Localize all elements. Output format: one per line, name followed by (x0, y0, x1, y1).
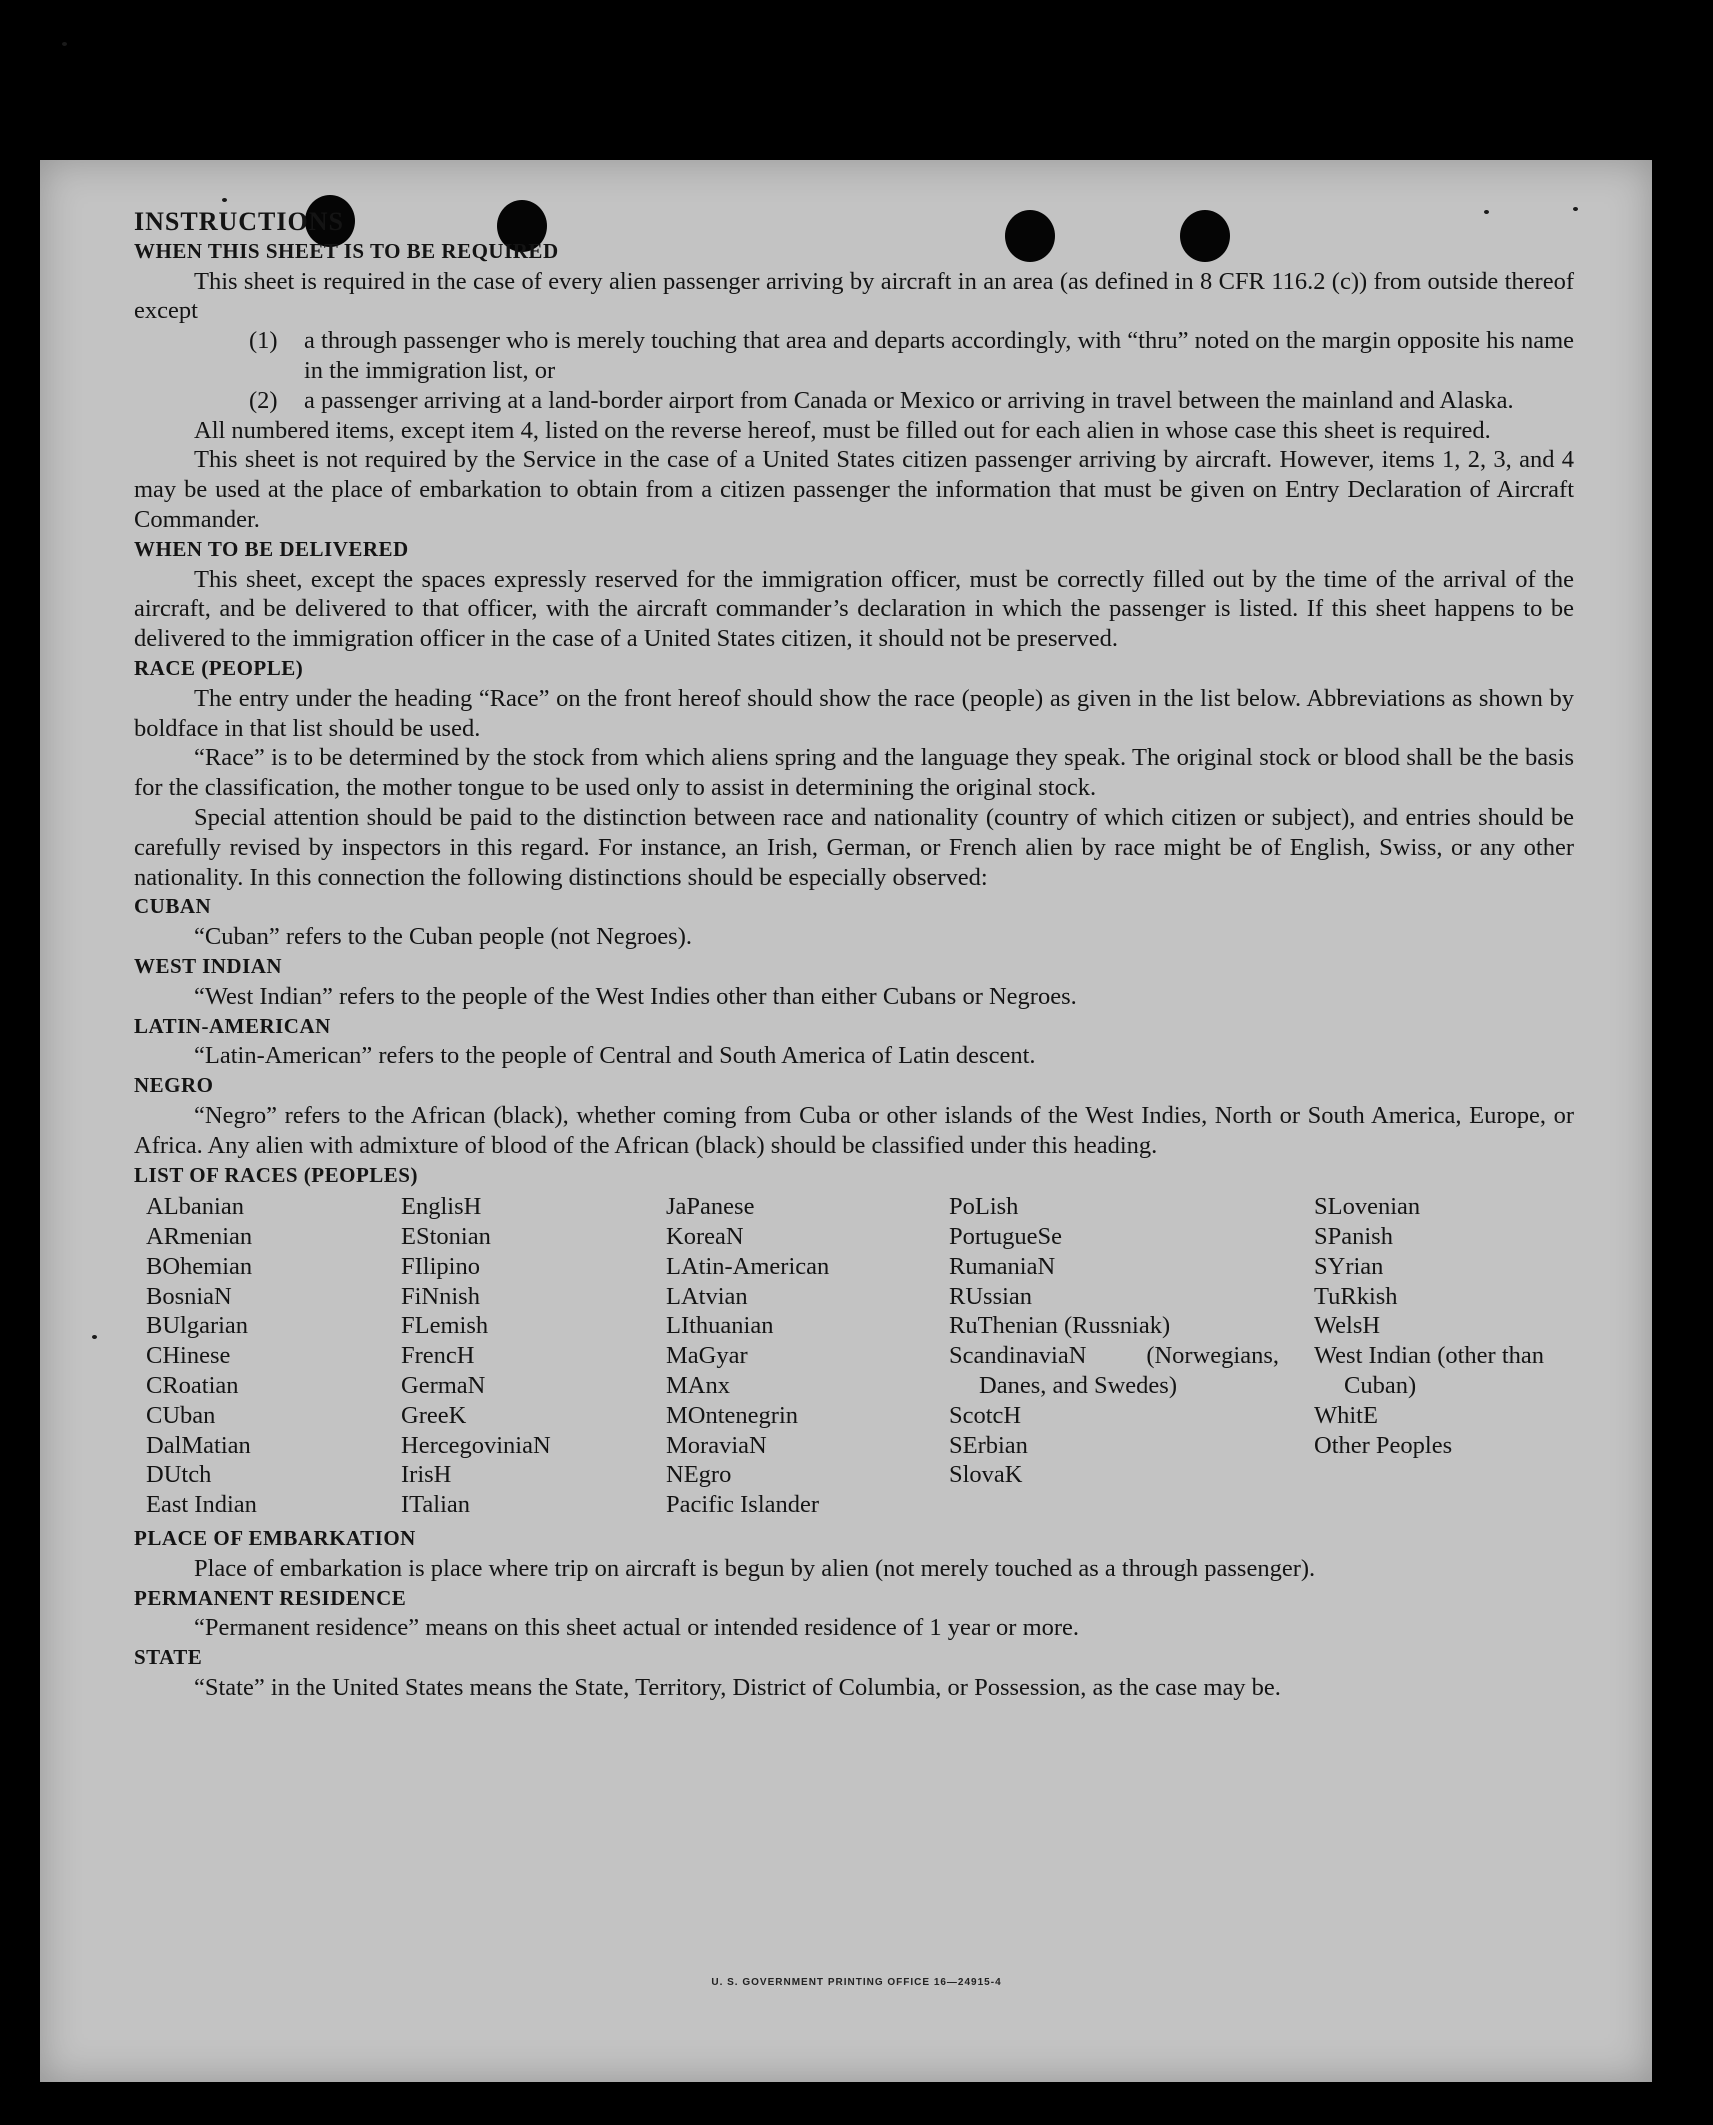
race-entry: Other Peoples (1314, 1431, 1453, 1459)
dust-speck (92, 1335, 97, 1339)
race-column (401, 1192, 666, 1520)
race-column (949, 1192, 1314, 1520)
race-entry: ARmenian (146, 1223, 253, 1251)
exception-item (249, 386, 1574, 416)
race-entry: HercegoviniaN (401, 1431, 551, 1459)
race-entry: GermaN (401, 1372, 486, 1400)
race-entry: ScandinaviaN (Norwegians, Danes, and Swedes) (949, 1342, 1279, 1400)
race-entry: SErbian (949, 1431, 1028, 1459)
race-entry: PoLish (949, 1193, 1019, 1221)
race-entry: RuThenian (Russniak) (949, 1312, 1171, 1340)
paragraph: This sheet is required in the case of every alien passenger arriving by aircraft in an area (as defined in 8 CFR 116.2 (c)) from outside thereof except (134, 267, 1574, 325)
dust-speck (222, 198, 227, 202)
race-entry: Pacific Islander (666, 1491, 820, 1519)
paragraph: “Negro” refers to the African (black), whether coming from Cuba or other islands of the West Indies, North or South America, Europe, or Africa. Any alien with admixture of blood of the African (black) should be classified under this heading. (134, 1101, 1574, 1159)
printer-imprint: U. S. GOVERNMENT PRINTING OFFICE 16—24915-4 (711, 1977, 1002, 1988)
section-heading: WHEN TO BE DELIVERED (134, 536, 409, 561)
race-list (146, 1192, 1574, 1520)
race-entry: ITalian (401, 1491, 471, 1519)
race-entry: FrencH (401, 1342, 475, 1370)
item-number: (2) (249, 386, 278, 414)
race-entry: RumaniaN (949, 1252, 1056, 1280)
race-entry: SlovaK (949, 1461, 1023, 1489)
section-heading: LIST OF RACES (PEOPLES) (134, 1162, 418, 1187)
race-entry: MoraviaN (666, 1431, 767, 1459)
section-heading: WEST INDIAN (134, 953, 283, 978)
race-entry: EStonian (401, 1223, 491, 1251)
exception-item (249, 326, 1574, 386)
section-heading: WHEN THIS SHEET IS TO BE REQUIRED (134, 238, 559, 263)
paragraph: All numbered items, except item 4, listed on the reverse hereof, must be filled out for each alien in whose case this sheet is required. (194, 416, 1491, 444)
race-entry: IrisH (401, 1461, 452, 1489)
race-entry: FIlipino (401, 1252, 480, 1280)
paragraph: This sheet is not required by the Service in the case of a United States citizen passenger arriving by aircraft. However, items 1, 2, 3, and 4 may be used at the place of embarkation to obtain from a citizen passenger the information that must be given on Entry Declaration of Aircraft Commander. (134, 446, 1574, 533)
page-title: INSTRUCTIONS (134, 207, 344, 236)
race-entry: CRoatian (146, 1372, 239, 1400)
race-entry: FLemish (401, 1312, 489, 1340)
race-entry: SPanish (1314, 1223, 1393, 1251)
paragraph: Place of embarkation is place where trip on aircraft is begun by alien (not merely touched as a through passenger). (194, 1554, 1316, 1582)
race-entry: ALbanian (146, 1193, 244, 1221)
race-entry: JaPanese (666, 1193, 755, 1221)
dust-speck (62, 42, 67, 46)
race-entry: West Indian (other than Cuban) (1314, 1342, 1545, 1400)
race-entry: FiNnish (401, 1282, 480, 1310)
race-entry: RUssian (949, 1282, 1033, 1310)
section-heading: NEGRO (134, 1073, 214, 1098)
race-entry: LIthuanian (666, 1312, 774, 1340)
race-entry: TuRkish (1314, 1282, 1398, 1310)
section-heading: PLACE OF EMBARKATION (134, 1526, 416, 1551)
race-entry: CHinese (146, 1342, 231, 1370)
race-entry: BosniaN (146, 1282, 232, 1310)
race-entry: WelsH (1314, 1312, 1381, 1340)
section-heading: STATE (134, 1645, 203, 1670)
race-entry: SLovenian (1314, 1193, 1421, 1221)
item-text: a passenger arriving at a land-border airport from Canada or Mexico or arriving in travel between the mainland and Alaska. (304, 386, 1514, 414)
race-column (1314, 1192, 1586, 1520)
race-column (146, 1192, 401, 1520)
race-entry: BUlgarian (146, 1312, 249, 1340)
race-entry: EnglisH (401, 1193, 482, 1221)
section-heading: PERMANENT RESIDENCE (134, 1585, 407, 1610)
definition: “Permanent residence” means on this sheet actual or intended residence of 1 year or more. (194, 1614, 1080, 1642)
paragraph: “Race” is to be determined by the stock from which aliens spring and the language they speak. The original stock or blood shall be the basis for the classification, the mother tongue to be used only to assist in determining the original stock. (134, 744, 1574, 802)
race-entry: GreeK (401, 1401, 467, 1429)
item-text: a through passenger who is merely touching that area and departs accordingly, with “thru” noted on the margin opposite his name in the immigration list, or (304, 327, 1574, 384)
race-entry: WhitE (1314, 1401, 1378, 1429)
paragraph: The entry under the heading “Race” on the front hereof should show the race (people) as given in the list below. Abbreviations as shown by boldface in that list should be used. (134, 684, 1574, 742)
definition: “Latin-American” refers to the people of Central and South America of Latin descent. (194, 1042, 1036, 1070)
race-entry: MOntenegrin (666, 1401, 798, 1429)
section-heading: RACE (PEOPLE) (134, 655, 304, 680)
paragraph: “State” in the United States means the State, Territory, District of Columbia, or Possession, as the case may be. (194, 1674, 1281, 1702)
race-entry: ScotcH (949, 1401, 1022, 1429)
race-column (666, 1192, 949, 1520)
race-entry: SYrian (1314, 1252, 1384, 1280)
item-number: (1) (249, 327, 278, 355)
race-entry: NEgro (666, 1461, 732, 1489)
race-entry: KoreaN (666, 1223, 744, 1251)
race-entry: BOhemian (146, 1252, 253, 1280)
race-entry: DalMatian (146, 1431, 251, 1459)
race-entry: CUban (146, 1401, 216, 1429)
section-heading: LATIN-AMERICAN (134, 1013, 331, 1038)
race-entry: MAnx (666, 1372, 730, 1400)
race-entry: DUtch (146, 1461, 212, 1489)
paragraph: Special attention should be paid to the distinction between race and nationality (country of which citizen or subject), and entries should be carefully revised by inspectors in this regard. For instance, an Irish, German, or French alien by race might be of English, Swiss, or any other nationality. In this connection the following distinctions should be especially observed: (134, 803, 1574, 891)
instructions-text (134, 207, 1574, 1703)
race-entry: East Indian (146, 1491, 257, 1519)
section-heading: CUBAN (134, 894, 212, 919)
paragraph: This sheet, except the spaces expressly reserved for the immigration officer, must be correctly filled out by the time of the arrival of the aircraft, and be delivered to that officer, with the aircraft commander’s declaration in which the passenger is listed. If this sheet happens to be delivered to the immigration officer in the case of a United States citizen, it should not be preserved. (134, 565, 1574, 653)
race-entry: LAtvian (666, 1282, 748, 1310)
race-entry: PortugueSe (949, 1223, 1062, 1251)
race-entry: MaGyar (666, 1342, 748, 1370)
definition: “West Indian” refers to the people of the West Indies other than either Cubans or Negroes. (194, 982, 1077, 1010)
race-entry: LAtin-American (666, 1252, 830, 1280)
definition: “Cuban” refers to the Cuban people (not Negroes). (194, 923, 692, 951)
